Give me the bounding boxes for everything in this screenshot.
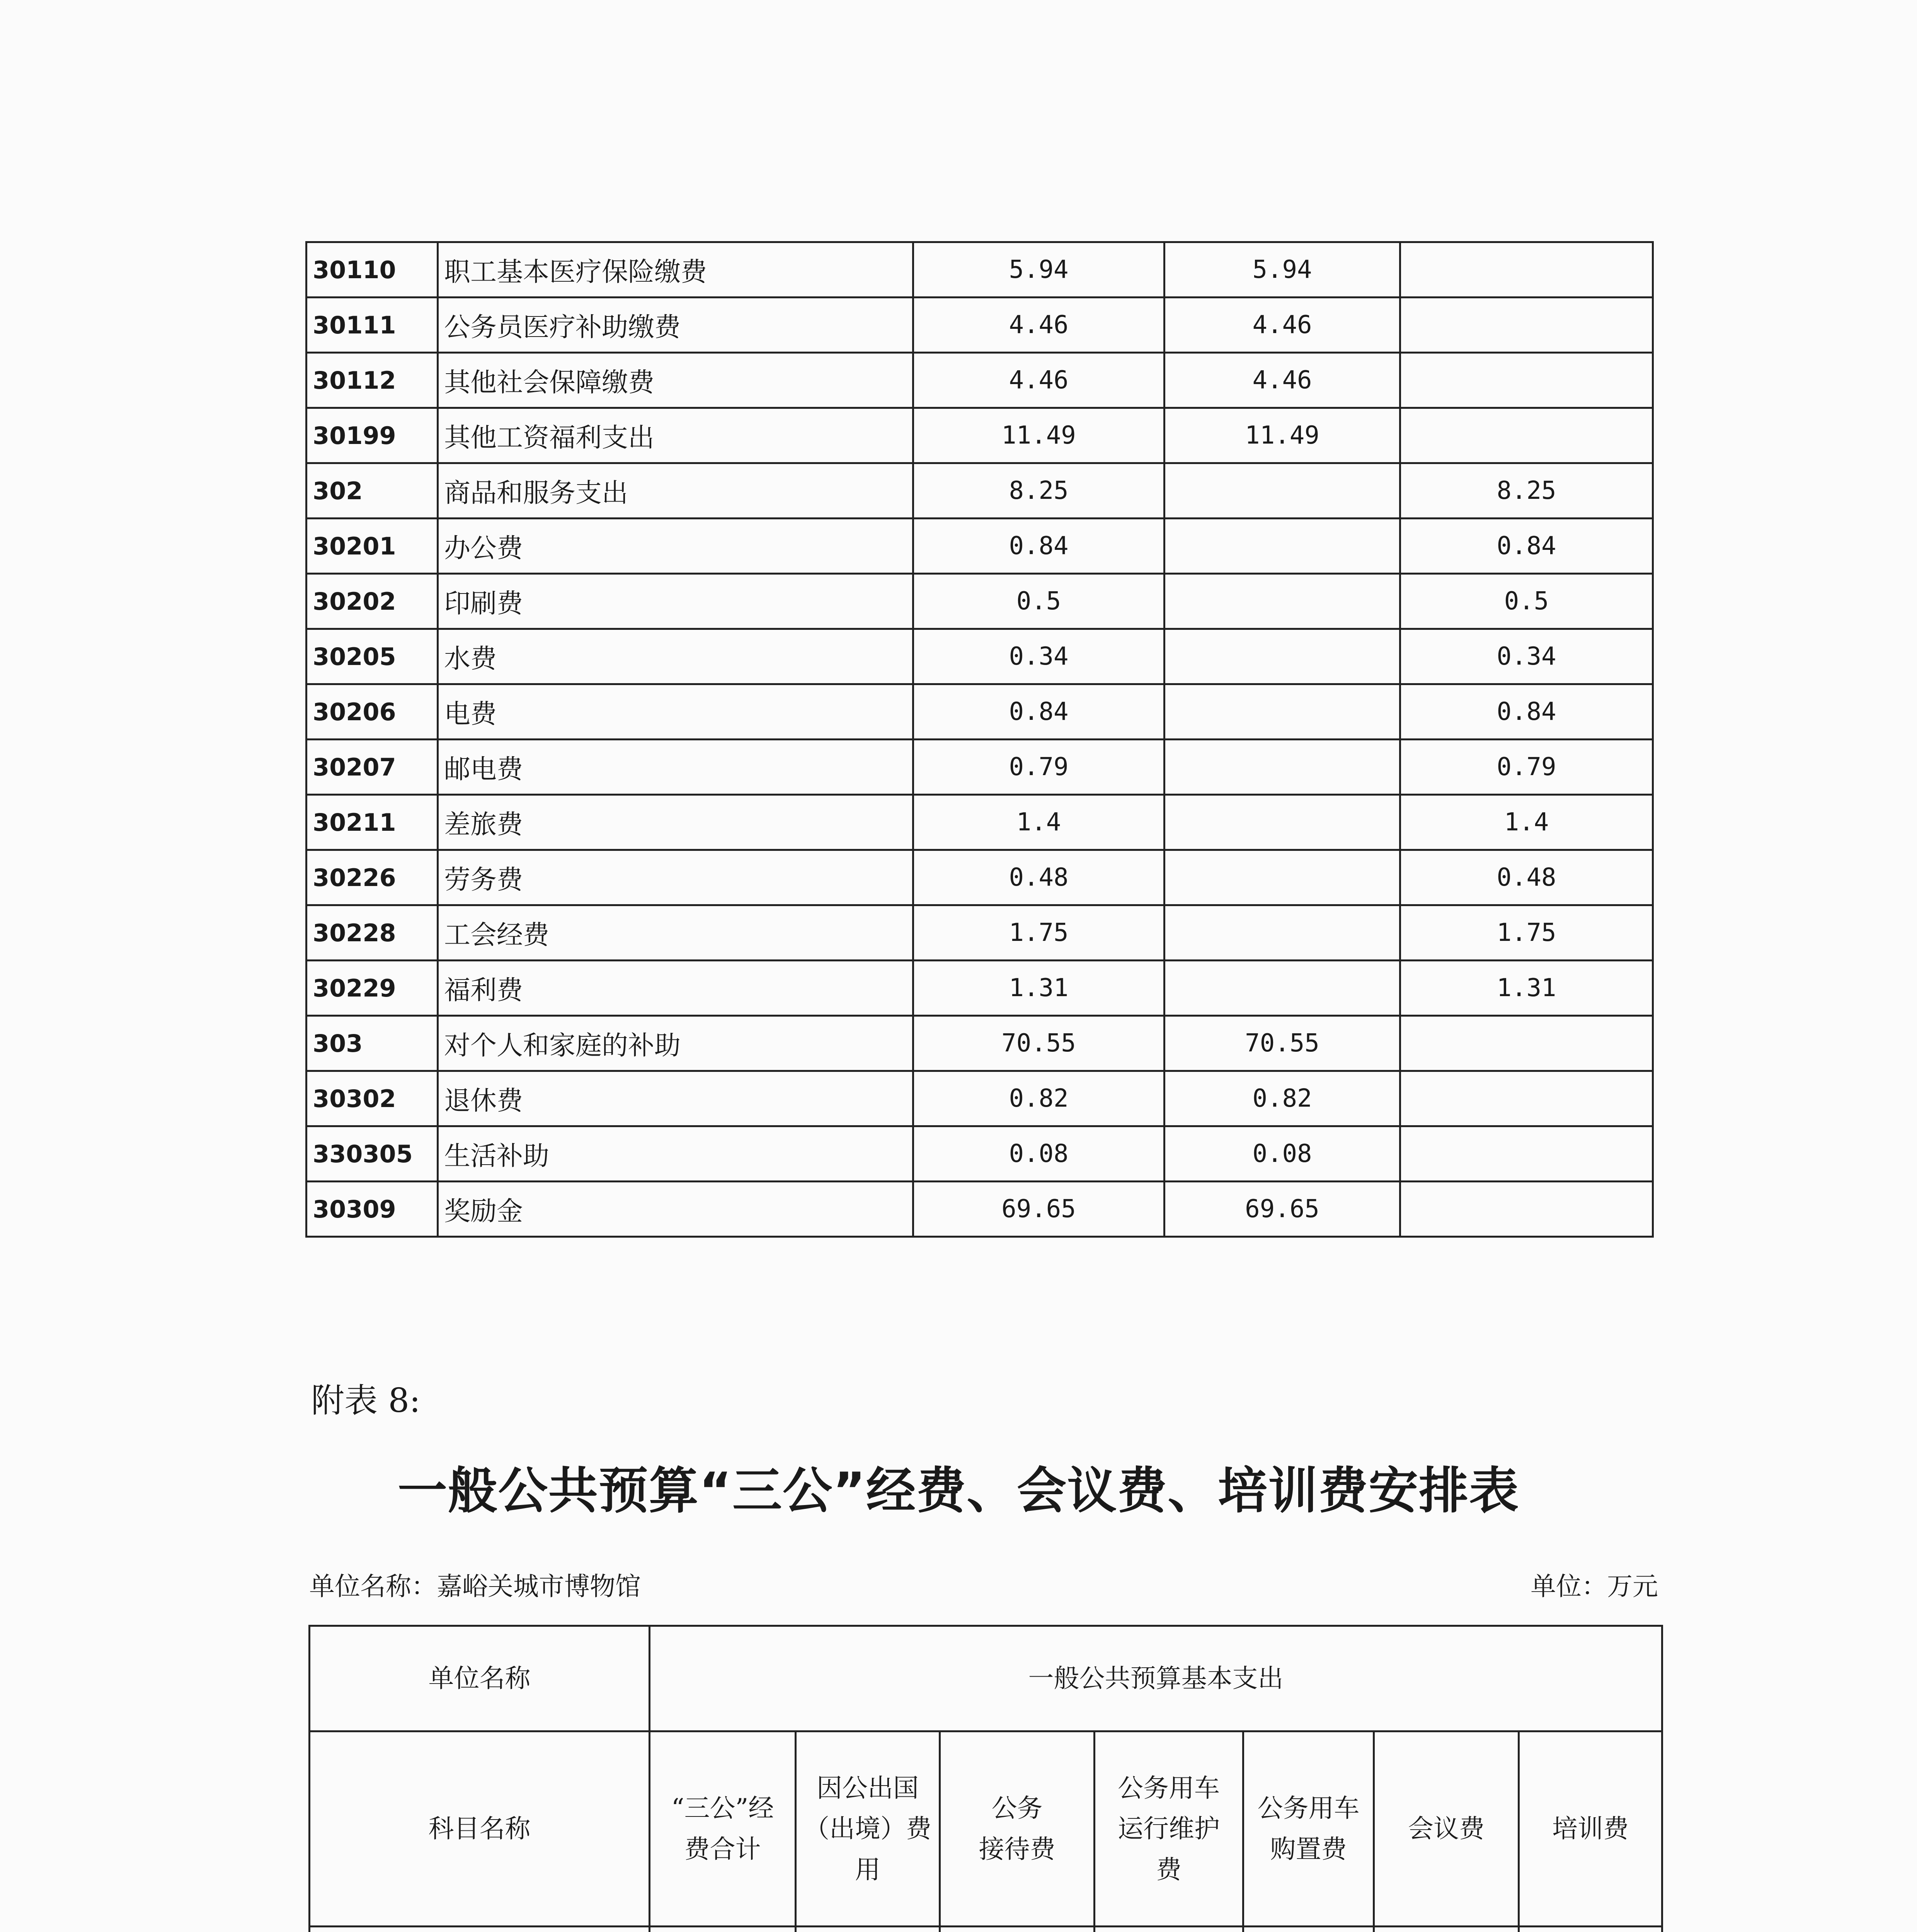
personnel-amount-cell [1165,574,1400,629]
table-row [306,1016,1653,1071]
column-header-line: 公务 [991,1793,1043,1823]
expenditure-detail-body [306,242,1653,1237]
public-amount-cell: 0.84 [1400,684,1653,740]
currency-unit-label: 单位：万元 [1531,1571,1658,1601]
subject-name-cell: 商品和服务支出 [438,463,913,519]
subject-code-cell: 30302 [306,1071,438,1126]
subject-code-cell: 30229 [306,961,438,1016]
table-row [306,242,1653,298]
column-header-line: 接待费 [979,1834,1056,1864]
column-header-line: “三公”经 [671,1793,774,1823]
column-header-line: 费合计 [684,1834,761,1864]
subject-code-cell: 330305 [306,1126,438,1182]
subject-name-cell: 生活补助 [438,1126,913,1182]
subject-code-cell: 30211 [306,795,438,850]
subject-code-cell: 30202 [306,574,438,629]
personnel-amount-cell [1165,850,1400,905]
public-amount-cell [1400,1016,1653,1071]
public-amount-cell [1400,1126,1653,1182]
subject-code-cell: 30206 [306,684,438,740]
public-amount-cell: 1.75 [1400,905,1653,961]
table-row [306,850,1653,905]
personnel-amount-cell: 4.46 [1165,298,1400,353]
three-public-expense-table [308,1625,1663,1932]
subject-code-cell: 30228 [306,905,438,961]
header-basic-expenditure: 一般公共预算基本支出 [650,1626,1662,1731]
subject-code-cell: 30111 [306,298,438,353]
total-amount-cell: 4.46 [913,353,1165,408]
column-header [1519,1731,1662,1927]
public-amount-cell [1400,242,1653,298]
total-amount-cell: 0.48 [913,850,1165,905]
public-amount-cell: 8.25 [1400,463,1653,519]
table-row [306,574,1653,629]
subject-code-cell: 30226 [306,850,438,905]
column-header-line: 因公出国 [817,1773,919,1803]
public-amount-cell [1400,1071,1653,1126]
header-row-columns [310,1731,1662,1927]
total-amount-cell: 1.31 [913,961,1165,1016]
subject-code-cell: 302 [306,463,438,519]
column-header-line: 公务用车 [1118,1773,1220,1803]
subject-code-cell: 303 [306,1016,438,1071]
personnel-amount-cell: 11.49 [1165,408,1400,463]
total-amount-cell: 0.34 [913,629,1165,684]
subject-name-cell: 邮电费 [438,740,913,795]
subject-name-cell: 其他社会保障缴费 [438,353,913,408]
personnel-amount-cell [1165,463,1400,519]
personnel-amount-cell [1165,905,1400,961]
subject-code-cell: 30110 [306,242,438,298]
table-row [306,629,1653,684]
public-amount-cell [1400,408,1653,463]
appendix8-caption: 附表 8: [311,1381,421,1420]
public-amount-cell [1400,1182,1653,1237]
subject-name-cell: 职工基本医疗保险缴费 [438,242,913,298]
personnel-amount-cell: 0.82 [1165,1071,1400,1126]
subject-name-cell: 退休费 [438,1071,913,1126]
public-amount-cell [1400,353,1653,408]
table-row [306,1126,1653,1182]
column-header-line: 购置费 [1270,1834,1347,1864]
personnel-amount-cell: 0.08 [1165,1126,1400,1182]
table-row [306,408,1653,463]
subject-code-cell: 30199 [306,408,438,463]
column-header [1095,1731,1243,1927]
table-row [306,463,1653,519]
public-amount-cell: 0.84 [1400,519,1653,574]
column-header-line: 运行维护 [1118,1814,1220,1844]
table-row [306,684,1653,740]
subject-code-cell: 30205 [306,629,438,684]
public-amount-cell: 0.48 [1400,850,1653,905]
index-cell [1374,1927,1519,1932]
subject-name-cell: 水费 [438,629,913,684]
total-amount-cell: 8.25 [913,463,1165,519]
index-cell [1095,1927,1243,1932]
total-amount-cell: 0.79 [913,740,1165,795]
total-amount-cell: 1.75 [913,905,1165,961]
column-header [1374,1731,1519,1927]
column-header-line: 公务用车 [1257,1793,1360,1823]
header-row-group [310,1626,1662,1731]
subject-name-cell: 印刷费 [438,574,913,629]
table-row [306,519,1653,574]
index-cell [796,1927,940,1932]
total-amount-cell: 11.49 [913,408,1165,463]
column-header-line: 用 [855,1854,880,1884]
total-amount-cell: 5.94 [913,242,1165,298]
index-cell [310,1927,650,1932]
table-row [306,905,1653,961]
appendix8-title: 一般公共预算“三公”经费、会议费、培训费安排表 [397,1462,1520,1520]
personnel-amount-cell [1165,795,1400,850]
public-amount-cell: 0.5 [1400,574,1653,629]
total-amount-cell: 0.84 [913,684,1165,740]
subject-name-cell: 公务员医疗补助缴费 [438,298,913,353]
column-header-line: 会议费 [1408,1814,1485,1844]
subject-name-cell: 工会经费 [438,905,913,961]
table-row [306,1071,1653,1126]
subject-name-cell: 劳务费 [438,850,913,905]
index-cell [650,1927,796,1932]
index-row [310,1927,1662,1932]
total-amount-cell: 0.82 [913,1071,1165,1126]
total-amount-cell: 70.55 [913,1016,1165,1071]
total-amount-cell: 0.5 [913,574,1165,629]
personnel-amount-cell: 4.46 [1165,353,1400,408]
expenditure-detail-table [305,241,1654,1238]
column-header-line: 培训费 [1552,1814,1629,1844]
column-header-line: 费 [1156,1854,1182,1884]
personnel-amount-cell [1165,629,1400,684]
total-amount-cell: 4.46 [913,298,1165,353]
personnel-amount-cell [1165,740,1400,795]
subject-name-cell: 其他工资福利支出 [438,408,913,463]
personnel-amount-cell: 70.55 [1165,1016,1400,1071]
header-subject-name: 科目名称 [310,1731,650,1927]
subject-name-cell: 福利费 [438,961,913,1016]
public-amount-cell: 1.31 [1400,961,1653,1016]
table-row [306,1182,1653,1237]
subject-name-cell: 电费 [438,684,913,740]
unit-name-label: 单位名称：嘉峪关城市博物馆 [309,1571,641,1601]
table-row [306,740,1653,795]
total-amount-cell: 69.65 [913,1182,1165,1237]
subject-code-cell: 30201 [306,519,438,574]
subject-name-cell: 差旅费 [438,795,913,850]
subject-name-cell: 对个人和家庭的补助 [438,1016,913,1071]
public-amount-cell: 0.34 [1400,629,1653,684]
public-amount-cell: 0.79 [1400,740,1653,795]
public-amount-cell: 1.4 [1400,795,1653,850]
public-amount-cell [1400,298,1653,353]
personnel-amount-cell: 69.65 [1165,1182,1400,1237]
total-amount-cell: 1.4 [913,795,1165,850]
personnel-amount-cell [1165,684,1400,740]
subject-code-cell: 30309 [306,1182,438,1237]
column-header [650,1731,796,1927]
header-unit-name: 单位名称 [310,1626,650,1731]
subject-code-cell: 30112 [306,353,438,408]
total-amount-cell: 0.84 [913,519,1165,574]
subject-name-cell: 办公费 [438,519,913,574]
column-header-line: （出境）费 [804,1814,931,1844]
personnel-amount-cell [1165,519,1400,574]
column-header [940,1731,1095,1927]
personnel-amount-cell: 5.94 [1165,242,1400,298]
index-cell [1519,1927,1662,1932]
table-row [306,353,1653,408]
total-amount-cell: 0.08 [913,1126,1165,1182]
personnel-amount-cell [1165,961,1400,1016]
index-cell [940,1927,1095,1932]
column-header [1243,1731,1374,1927]
subject-code-cell: 30207 [306,740,438,795]
table-row [306,298,1653,353]
column-header [796,1731,940,1927]
index-cell [1243,1927,1374,1932]
subject-name-cell: 奖励金 [438,1182,913,1237]
table-row [306,961,1653,1016]
table-row [306,795,1653,850]
